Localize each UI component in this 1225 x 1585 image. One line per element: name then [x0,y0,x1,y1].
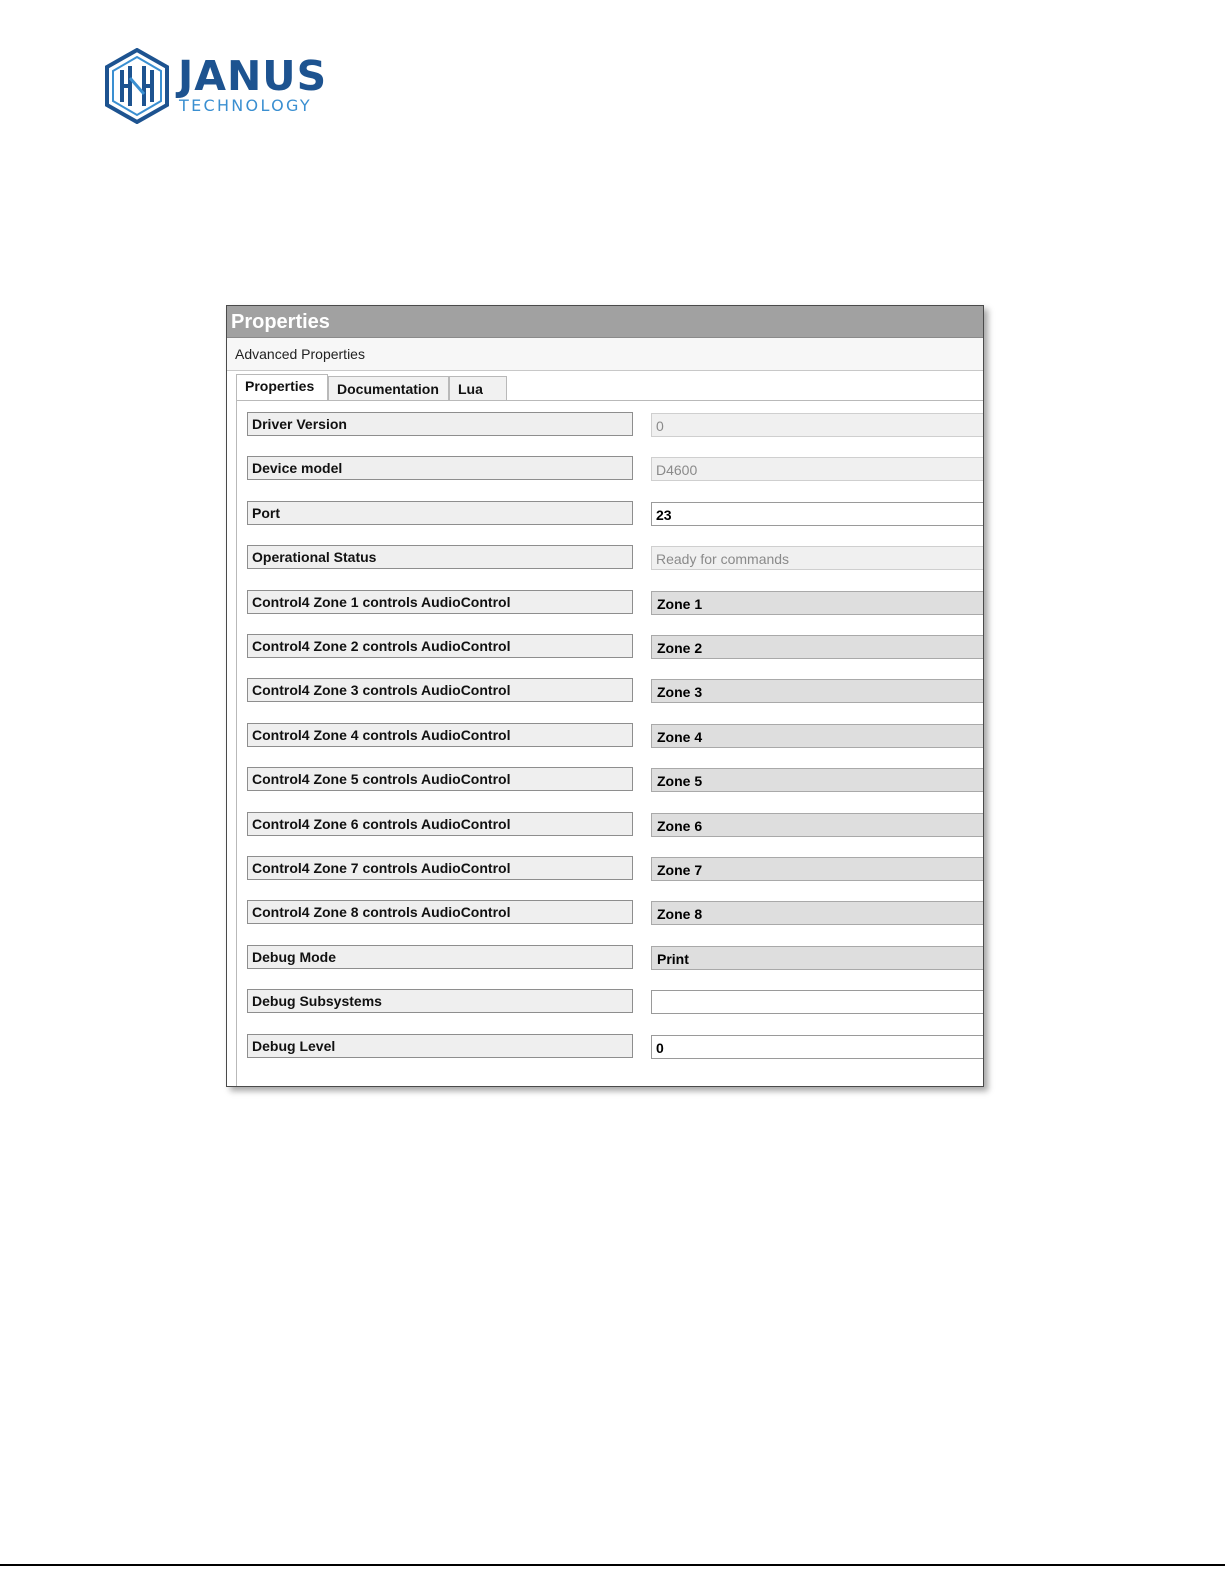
property-dropdown[interactable]: Zone 3 [651,679,984,703]
property-dropdown[interactable]: Zone 4 [651,724,984,748]
properties-window [226,305,984,1087]
subheader-label: Advanced Properties [235,346,365,362]
property-dropdown[interactable]: Print [651,946,984,970]
property-label: Driver Version [247,412,633,436]
property-label: Control4 Zone 5 controls AudioControl [247,767,633,791]
tab-documentation[interactable]: Documentation [328,376,449,400]
window-titlebar [227,306,983,338]
property-label: Control4 Zone 7 controls AudioControl [247,856,633,880]
property-readonly-value: D4600 [651,457,984,481]
tab-properties[interactable]: Properties [236,374,328,401]
property-input[interactable]: 0 [651,1035,984,1059]
janus-hexagon-icon [104,48,170,124]
property-label: Debug Level [247,1034,633,1058]
advanced-properties-header [227,338,983,371]
property-dropdown[interactable]: Zone 7 [651,857,984,881]
property-label: Debug Subsystems [247,989,633,1013]
property-dropdown[interactable]: Zone 5 [651,768,984,792]
janus-logo [104,48,334,128]
property-dropdown[interactable]: Zone 8 [651,901,984,925]
window-title: Properties [231,311,330,333]
property-label: Control4 Zone 4 controls AudioControl [247,723,633,747]
property-dropdown[interactable]: Zone 2 [651,635,984,659]
page-bottom-rule [0,1564,1225,1566]
tab-lua[interactable]: Lua [449,376,507,400]
property-input[interactable] [651,990,984,1014]
property-label: Port [247,501,633,525]
property-dropdown[interactable]: Zone 6 [651,813,984,837]
properties-panel [236,400,984,1087]
property-dropdown[interactable]: Zone 1 [651,591,984,615]
property-label: Control4 Zone 1 controls AudioControl [247,590,633,614]
property-label: Control4 Zone 6 controls AudioControl [247,812,633,836]
brand-name: JANUS [178,52,328,100]
property-label: Debug Mode [247,945,633,969]
property-label: Control4 Zone 3 controls AudioControl [247,678,633,702]
property-readonly-value: Ready for commands [651,546,984,570]
property-label: Control4 Zone 2 controls AudioControl [247,634,633,658]
property-label: Device model [247,456,633,480]
brand-subtitle: TECHNOLOGY [179,96,312,115]
property-readonly-value: 0 [651,413,984,437]
property-label: Control4 Zone 8 controls AudioControl [247,900,633,924]
property-label: Operational Status [247,545,633,569]
property-input[interactable]: 23 [651,502,984,526]
